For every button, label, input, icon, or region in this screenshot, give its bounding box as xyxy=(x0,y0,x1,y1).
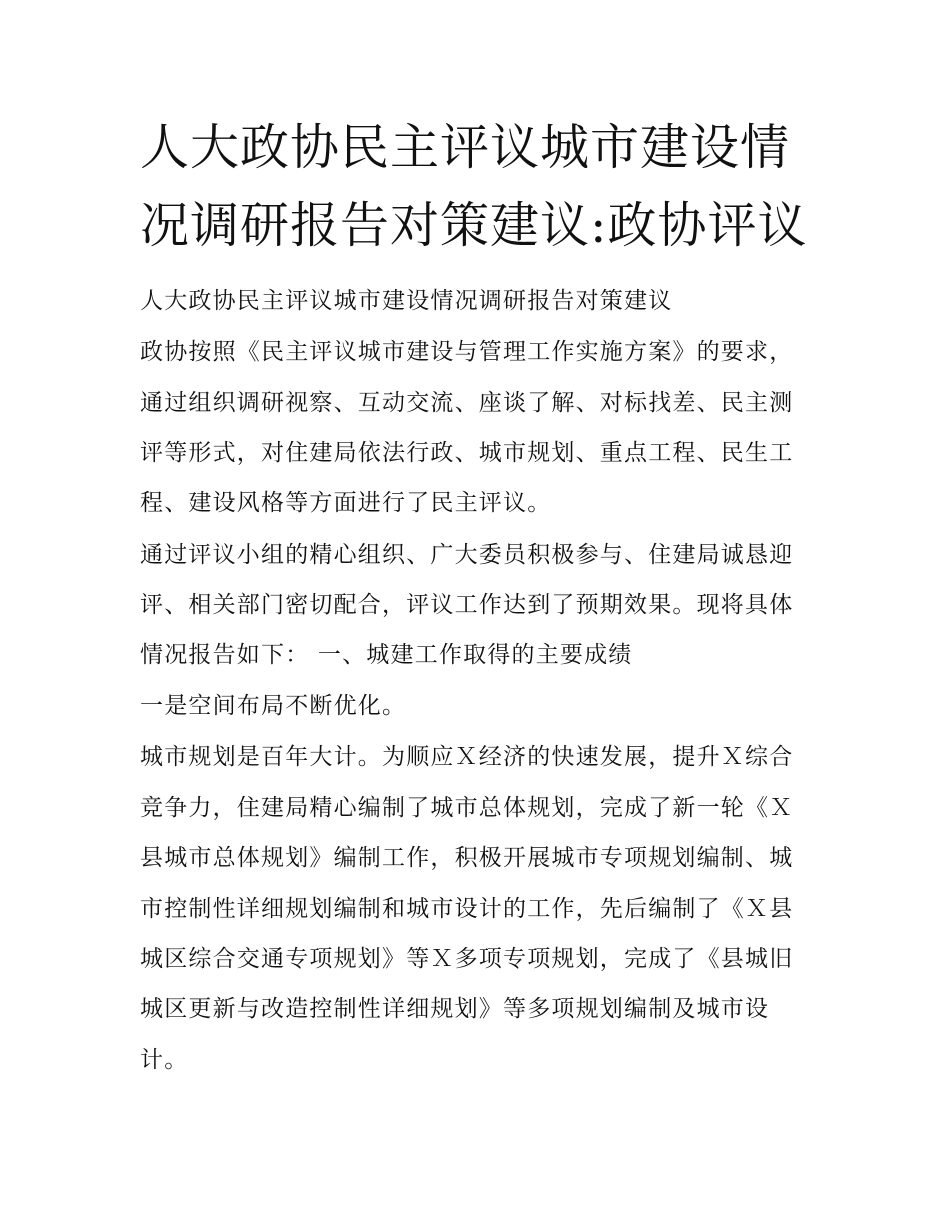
paragraph-line: 通过组织调研视察、互动交流、座谈了解、对标找差、民主测 xyxy=(140,390,794,416)
paragraph-line: 评、相关部门密切配合，评议工作达到了预期效果。现将具体 xyxy=(140,592,794,618)
paragraph-line: 城区更新与改造控制性详细规划》等多项规划编制及城市设 xyxy=(140,996,770,1022)
paragraph-line: 通过评议小组的精心组织、广大委员积极参与、住建局诚恳迎 xyxy=(140,542,794,568)
paragraph-line: 竞争力，住建局精心编制了城市总体规划，完成了新一轮《Ｘ xyxy=(140,795,794,821)
paragraph-line: 计。 xyxy=(140,1047,189,1073)
paragraph-line: 县城市总体规划》编制工作，积极开展城市专项规划编制、城 xyxy=(140,845,794,871)
document-title-line-1: 人大政协民主评议城市建设情 xyxy=(140,119,791,176)
paragraph-line: 市控制性详细规划编制和城市设计的工作，先后编制了《Ｘ县 xyxy=(140,896,794,922)
paragraph-line: 评等形式，对住建局依法行政、城市规划、重点工程、民生工 xyxy=(140,440,794,466)
paragraph-line: 程、建设风格等方面进行了民主评议。 xyxy=(140,490,552,516)
paragraph-line: 城区综合交通专项规划》等Ｘ多项专项规划，完成了《县城旧 xyxy=(140,946,794,972)
subtitle-line: 人大政协民主评议城市建设情况调研报告对策建议 xyxy=(140,288,673,314)
document-title-line-2: 况调研报告对策建议:政协评议 xyxy=(140,197,808,254)
section-heading-line: 一是空间布局不断优化。 xyxy=(140,693,407,719)
paragraph-line: 政协按照《民主评议城市建设与管理工作实施方案》的要求， xyxy=(140,339,794,365)
paragraph-line: 情况报告如下： 一、城建工作取得的主要成绩 xyxy=(140,642,633,668)
paragraph-line: 城市规划是百年大计。为顺应Ｘ经济的快速发展，提升Ｘ综合 xyxy=(140,744,794,770)
